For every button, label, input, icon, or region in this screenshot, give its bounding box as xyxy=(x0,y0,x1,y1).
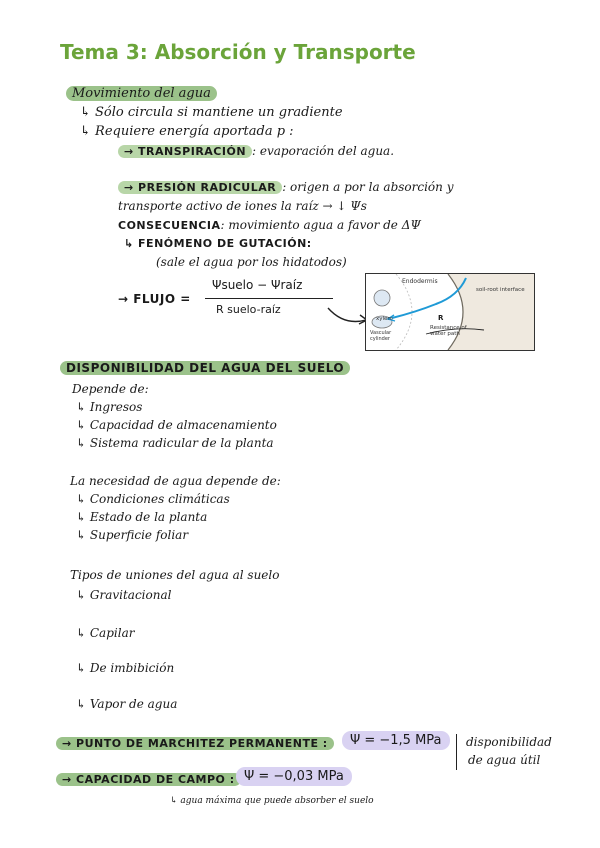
xylem-label: xylem xyxy=(376,316,393,322)
resistance-r-label: R xyxy=(438,314,444,322)
depende-item: ↳ Sistema radicular de la planta xyxy=(76,436,274,450)
movimiento-line-1: ↳ Sólo circula si mantiene un gradiente xyxy=(80,105,343,120)
tipos-item: ↳ Vapor de agua xyxy=(76,697,178,711)
fraction-bar xyxy=(205,298,333,299)
campo-label: → CAPACIDAD DE CAMPO : xyxy=(56,773,241,786)
tipos-item: ↳ Capilar xyxy=(76,626,135,640)
flujo-numerator: Ψsuelo − Ψraíz xyxy=(212,278,303,292)
tipos-label: Tipos de uniones del agua al suelo xyxy=(70,568,280,582)
vascular-label: Vascular cylinder xyxy=(370,330,392,342)
flujo-denominator: R suelo-raíz xyxy=(216,303,281,316)
campo-note: ↳ agua máxima que puede absorber el suelo xyxy=(170,796,374,806)
side-note-1: disponibilidad xyxy=(466,735,552,749)
necesidad-item: ↳ Superficie foliar xyxy=(76,528,189,542)
interface-label: soil-root interface xyxy=(476,287,525,293)
campo-value: Ψ = −0,03 MPa xyxy=(236,769,352,784)
endodermis-label: Endodermis xyxy=(402,278,438,285)
necesidad-item: ↳ Condiciones climáticas xyxy=(76,492,230,506)
depende-item: ↳ Ingresos xyxy=(76,400,143,414)
depende-item: ↳ Capacidad de almacenamiento xyxy=(76,418,277,432)
bracket-bar xyxy=(456,734,457,770)
depende-label: Depende de: xyxy=(72,382,149,396)
pointer-arrow xyxy=(326,300,370,330)
necesidad-label: La necesidad de agua depende de: xyxy=(70,474,281,488)
flujo-label: → FLUJO = xyxy=(118,292,191,306)
section-heading-movimiento: Movimiento del agua xyxy=(66,86,217,101)
resistance-label: Resistance of water path xyxy=(430,325,467,337)
movimiento-line-2: ↳ Requiere energía aportada p : xyxy=(80,124,294,139)
gutacion-line: ↳ FENÓMENO DE GUTACIÓN: xyxy=(124,237,312,250)
marchitez-value: Ψ = −1,5 MPa xyxy=(342,733,450,748)
side-note-2: de agua útil xyxy=(468,753,541,767)
transpiracion-line: → TRANSPIRACIÓN : evaporación del agua. xyxy=(118,144,394,158)
section-heading-disponibilidad: DISPONIBILIDAD DEL AGUA DEL SUELO xyxy=(60,361,350,375)
marchitez-label: → PUNTO DE MARCHITEZ PERMANENTE : xyxy=(56,737,334,750)
page-title: Tema 3: Absorción y Transporte xyxy=(60,40,416,64)
root-water-figure xyxy=(365,273,535,351)
presion-line-2: transporte activo de iones la raíz → ↓ Ψs xyxy=(118,199,367,213)
gutacion-note: (sale el agua por los hidatodos) xyxy=(156,255,347,269)
consecuencia-line: CONSECUENCIA: movimiento agua a favor de ΔΨ xyxy=(118,218,421,232)
tipos-item: ↳ De imbibición xyxy=(76,661,175,675)
presion-line: → PRESIÓN RADICULAR : origen a por la absorción y xyxy=(118,180,453,194)
tipos-item: ↳ Gravitacional xyxy=(76,588,172,602)
necesidad-item: ↳ Estado de la planta xyxy=(76,510,208,524)
